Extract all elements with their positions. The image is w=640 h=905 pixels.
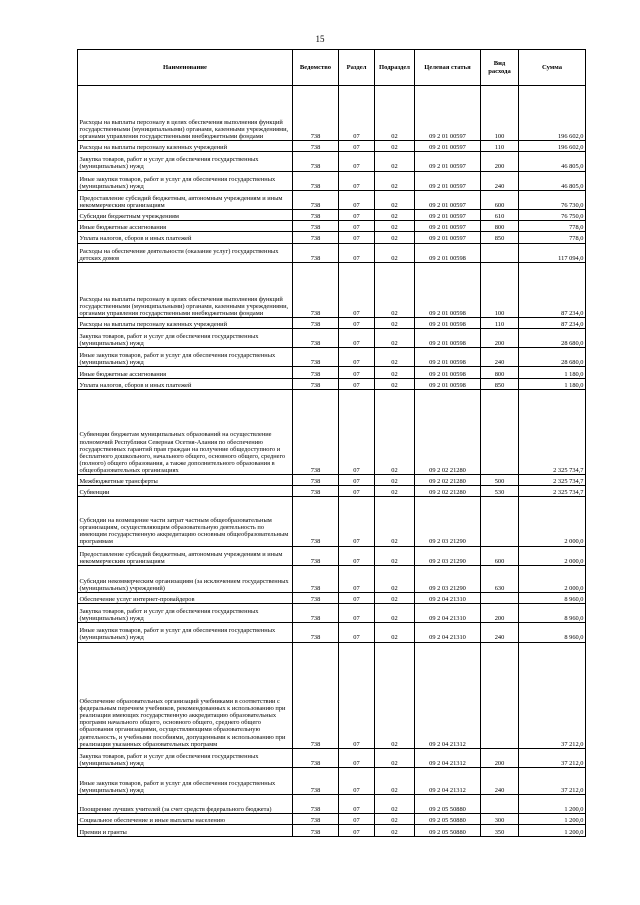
row-expense-type-cell [481, 243, 519, 262]
row-expense-type-cell: 100 [481, 262, 519, 317]
row-department-cell: 738 [293, 475, 339, 486]
row-department-cell: 738 [293, 243, 339, 262]
row-section-cell: 07 [339, 348, 375, 367]
row-subsection-cell: 02 [375, 475, 415, 486]
row-expense-type-cell: 850 [481, 378, 519, 389]
row-amount-cell: 37 212,0 [519, 748, 586, 767]
row-target-article-cell: 09 2 01 00597 [415, 152, 481, 171]
row-target-article-cell: 09 2 01 00597 [415, 141, 481, 152]
table-header-row [78, 50, 586, 86]
row-subsection-cell: 02 [375, 814, 415, 825]
row-department-cell: 738 [293, 825, 339, 836]
row-subsection-cell: 02 [375, 367, 415, 378]
row-amount-cell: 28 680,0 [519, 348, 586, 367]
row-section-cell: 07 [339, 329, 375, 348]
row-section-cell: 07 [339, 565, 375, 592]
row-target-article-cell: 09 2 01 00597 [415, 171, 481, 190]
row-subsection-cell: 02 [375, 243, 415, 262]
row-target-article-cell: 09 2 02 21280 [415, 475, 481, 486]
row-subsection-cell: 02 [375, 623, 415, 642]
row-target-article-cell: 09 2 01 00598 [415, 262, 481, 317]
row-subsection-cell: 02 [375, 317, 415, 328]
row-amount-cell: 778,0 [519, 221, 586, 232]
table-row [78, 317, 586, 328]
row-section-cell: 07 [339, 171, 375, 190]
row-expense-type-cell: 850 [481, 232, 519, 243]
row-department-cell: 738 [293, 748, 339, 767]
row-expense-type-cell: 610 [481, 209, 519, 220]
table-row [78, 642, 586, 748]
header-section: Раздел [339, 50, 375, 86]
row-target-article-cell: 09 2 03 21290 [415, 565, 481, 592]
row-subsection-cell: 02 [375, 642, 415, 748]
row-amount-cell: 1 200,0 [519, 814, 586, 825]
row-target-article-cell: 09 2 01 00598 [415, 348, 481, 367]
row-expense-type-cell: 240 [481, 623, 519, 642]
row-subsection-cell: 02 [375, 190, 415, 209]
row-subsection-cell: 02 [375, 141, 415, 152]
row-amount-cell: 2 000,0 [519, 565, 586, 592]
header-name: Наименование [78, 50, 293, 86]
row-expense-type-cell [481, 389, 519, 474]
table-row [78, 592, 586, 603]
row-subsection-cell: 02 [375, 378, 415, 389]
row-amount-cell: 196 602,0 [519, 141, 586, 152]
row-name-cell: Расходы на выплаты персоналу в целях обеспечения выполнения функций государственными (муниципальными) органами, казенными учреждениями, органами управления государственными внебюджетными фондами [78, 262, 293, 317]
row-name-cell: Иные бюджетные ассигнования [78, 221, 293, 232]
row-name-cell: Субсидии бюджетным учреждениям [78, 209, 293, 220]
table-row [78, 814, 586, 825]
row-section-cell: 07 [339, 389, 375, 474]
row-expense-type-cell: 800 [481, 367, 519, 378]
row-target-article-cell: 09 2 04 21312 [415, 642, 481, 748]
row-target-article-cell: 09 2 05 50880 [415, 795, 481, 814]
row-target-article-cell: 09 2 03 21290 [415, 497, 481, 546]
row-section-cell: 07 [339, 232, 375, 243]
row-name-cell: Поощрение лучших учителей (за счет средств федерального бюджета) [78, 795, 293, 814]
table-row [78, 748, 586, 767]
page-number: 15 [315, 34, 325, 44]
row-amount-cell: 87 234,0 [519, 262, 586, 317]
row-expense-type-cell: 200 [481, 604, 519, 623]
table-row [78, 262, 586, 317]
row-amount-cell: 8 960,0 [519, 623, 586, 642]
row-section-cell: 07 [339, 243, 375, 262]
row-expense-type-cell: 800 [481, 221, 519, 232]
table-row [78, 604, 586, 623]
row-subsection-cell: 02 [375, 825, 415, 836]
row-name-cell: Закупка товаров, работ и услуг для обеспечения государственных (муниципальных) нужд [78, 604, 293, 623]
row-amount-cell: 1 180,0 [519, 378, 586, 389]
row-subsection-cell: 02 [375, 262, 415, 317]
row-name-cell: Социальное обеспечение и иные выплаты населению [78, 814, 293, 825]
table-row [78, 221, 586, 232]
row-subsection-cell: 02 [375, 209, 415, 220]
table-row [78, 546, 586, 565]
row-expense-type-cell: 200 [481, 748, 519, 767]
row-name-cell: Иные закупки товаров, работ и услуг для обеспечения государственных (муниципальных) нужд [78, 171, 293, 190]
table-row [78, 486, 586, 497]
row-name-cell: Расходы на обеспечение деятельности (оказание услуг) государственных детских домов [78, 243, 293, 262]
table-row [78, 378, 586, 389]
row-subsection-cell: 02 [375, 767, 415, 794]
row-subsection-cell: 02 [375, 171, 415, 190]
table-row [78, 190, 586, 209]
row-amount-cell: 2 000,0 [519, 497, 586, 546]
row-department-cell: 738 [293, 171, 339, 190]
row-name-cell: Расходы на выплаты персоналу казенных учреждений [78, 317, 293, 328]
row-section-cell: 07 [339, 604, 375, 623]
row-name-cell: Обеспечение услуг интернет-провайдеров [78, 592, 293, 603]
row-target-article-cell: 09 2 01 00598 [415, 317, 481, 328]
row-subsection-cell: 02 [375, 592, 415, 603]
row-department-cell: 738 [293, 141, 339, 152]
row-section-cell: 07 [339, 367, 375, 378]
row-section-cell: 07 [339, 623, 375, 642]
row-subsection-cell: 02 [375, 748, 415, 767]
row-subsection-cell: 02 [375, 86, 415, 141]
row-name-cell: Предоставление субсидий бюджетным, автономным учреждениям и иным некоммерческим организациям [78, 190, 293, 209]
table-row [78, 389, 586, 474]
row-amount-cell: 2 000,0 [519, 546, 586, 565]
row-amount-cell: 1 200,0 [519, 825, 586, 836]
row-target-article-cell: 09 2 04 21310 [415, 623, 481, 642]
row-name-cell: Закупка товаров, работ и услуг для обеспечения государственных (муниципальных) нужд [78, 329, 293, 348]
row-section-cell: 07 [339, 795, 375, 814]
row-subsection-cell: 02 [375, 604, 415, 623]
row-target-article-cell: 09 2 01 00598 [415, 367, 481, 378]
row-subsection-cell: 02 [375, 348, 415, 367]
header-subsection: Подраздел [375, 50, 415, 86]
row-expense-type-cell: 200 [481, 329, 519, 348]
row-department-cell: 738 [293, 486, 339, 497]
row-department-cell: 738 [293, 546, 339, 565]
row-department-cell: 738 [293, 623, 339, 642]
row-subsection-cell: 02 [375, 795, 415, 814]
row-expense-type-cell [481, 795, 519, 814]
table-row [78, 152, 586, 171]
row-subsection-cell: 02 [375, 497, 415, 546]
row-name-cell: Иные закупки товаров, работ и услуг для обеспечения государственных (муниципальных) нужд [78, 767, 293, 794]
row-expense-type-cell: 110 [481, 317, 519, 328]
row-name-cell: Субвенции бюджетам муниципальных образований на осуществление полномочий Республики Северная Осетия-Алания по обеспечению государственных гарантий прав граждан на получение общедоступного и бесплатного дошкольного, начального общего, основного общего, среднего (полного) общего образования, а также дополнительного образования в общеобразовательных организациях [78, 389, 293, 474]
row-section-cell: 07 [339, 825, 375, 836]
table-row [78, 795, 586, 814]
row-target-article-cell: 09 2 01 00597 [415, 209, 481, 220]
row-target-article-cell: 09 2 02 21280 [415, 389, 481, 474]
row-department-cell: 738 [293, 262, 339, 317]
row-subsection-cell: 02 [375, 329, 415, 348]
row-subsection-cell: 02 [375, 546, 415, 565]
row-target-article-cell: 09 2 05 50880 [415, 825, 481, 836]
table-row [78, 348, 586, 367]
table-row [78, 497, 586, 546]
row-amount-cell: 196 602,0 [519, 86, 586, 141]
row-amount-cell: 8 960,0 [519, 604, 586, 623]
row-name-cell: Субсидии на возмещение части затрат частным общеобразовательным организациям, осуществляющим образовательную деятельность по имеющим государственную аккредитацию основным общеобразовательным программам [78, 497, 293, 546]
row-name-cell: Уплата налогов, сборов и иных платежей [78, 378, 293, 389]
row-department-cell: 738 [293, 86, 339, 141]
row-section-cell: 07 [339, 767, 375, 794]
row-amount-cell: 46 805,0 [519, 171, 586, 190]
table-row [78, 141, 586, 152]
row-expense-type-cell: 500 [481, 475, 519, 486]
row-subsection-cell: 02 [375, 152, 415, 171]
row-section-cell: 07 [339, 86, 375, 141]
row-target-article-cell: 09 2 01 00597 [415, 221, 481, 232]
row-department-cell: 738 [293, 317, 339, 328]
row-target-article-cell: 09 2 04 21312 [415, 767, 481, 794]
row-section-cell: 07 [339, 748, 375, 767]
row-target-article-cell: 09 2 05 50880 [415, 814, 481, 825]
budget-table [77, 49, 586, 837]
row-target-article-cell: 09 2 04 21312 [415, 748, 481, 767]
row-target-article-cell: 09 2 01 00597 [415, 190, 481, 209]
row-expense-type-cell [481, 592, 519, 603]
header-amount: Сумма [519, 50, 586, 86]
table-row [78, 243, 586, 262]
row-expense-type-cell: 110 [481, 141, 519, 152]
row-amount-cell: 2 325 734,7 [519, 486, 586, 497]
row-section-cell: 07 [339, 378, 375, 389]
table-row [78, 623, 586, 642]
row-section-cell: 07 [339, 221, 375, 232]
row-name-cell: Иные закупки товаров, работ и услуг для обеспечения государственных (муниципальных) нужд [78, 623, 293, 642]
row-department-cell: 738 [293, 367, 339, 378]
row-amount-cell: 37 212,0 [519, 767, 586, 794]
row-section-cell: 07 [339, 642, 375, 748]
row-target-article-cell: 09 2 04 21310 [415, 592, 481, 603]
row-target-article-cell: 09 2 01 00597 [415, 232, 481, 243]
table-row [78, 475, 586, 486]
row-amount-cell: 117 094,0 [519, 243, 586, 262]
row-expense-type-cell: 350 [481, 825, 519, 836]
row-section-cell: 07 [339, 152, 375, 171]
row-department-cell: 738 [293, 795, 339, 814]
row-department-cell: 738 [293, 497, 339, 546]
row-name-cell: Субвенции [78, 486, 293, 497]
row-amount-cell: 2 325 734,7 [519, 475, 586, 486]
table-row [78, 329, 586, 348]
table-row [78, 232, 586, 243]
table-row [78, 565, 586, 592]
row-department-cell: 738 [293, 642, 339, 748]
row-amount-cell: 76 750,0 [519, 209, 586, 220]
row-expense-type-cell: 100 [481, 86, 519, 141]
table-row [78, 86, 586, 141]
row-department-cell: 738 [293, 389, 339, 474]
row-name-cell: Иные закупки товаров, работ и услуг для обеспечения государственных (муниципальных) нужд [78, 348, 293, 367]
row-name-cell: Предоставление субсидий бюджетным, автономным учреждениям и иным некоммерческим организациям [78, 546, 293, 565]
row-amount-cell: 778,0 [519, 232, 586, 243]
row-department-cell: 738 [293, 767, 339, 794]
row-target-article-cell: 09 2 01 00598 [415, 243, 481, 262]
row-department-cell: 738 [293, 221, 339, 232]
row-name-cell: Межбюджетные трансферты [78, 475, 293, 486]
row-section-cell: 07 [339, 262, 375, 317]
row-name-cell: Расходы на выплаты персоналу казенных учреждений [78, 141, 293, 152]
row-name-cell: Закупка товаров, работ и услуг для обеспечения государственных (муниципальных) нужд [78, 748, 293, 767]
row-target-article-cell: 09 2 02 21280 [415, 486, 481, 497]
row-section-cell: 07 [339, 814, 375, 825]
row-department-cell: 738 [293, 604, 339, 623]
row-section-cell: 07 [339, 592, 375, 603]
table-body [78, 86, 586, 837]
row-department-cell: 738 [293, 814, 339, 825]
row-name-cell: Расходы на выплаты персоналу в целях обеспечения выполнения функций государственными (муниципальными) органами, казенными учреждениями, органами управления государственными внебюджетными фондами [78, 86, 293, 141]
row-department-cell: 738 [293, 209, 339, 220]
row-expense-type-cell: 240 [481, 171, 519, 190]
row-amount-cell: 46 805,0 [519, 152, 586, 171]
row-subsection-cell: 02 [375, 221, 415, 232]
table-row [78, 367, 586, 378]
row-subsection-cell: 02 [375, 389, 415, 474]
row-amount-cell: 1 180,0 [519, 367, 586, 378]
row-amount-cell: 87 234,0 [519, 317, 586, 328]
row-expense-type-cell: 600 [481, 546, 519, 565]
row-department-cell: 738 [293, 592, 339, 603]
header-department: Ведомство [293, 50, 339, 86]
row-department-cell: 738 [293, 378, 339, 389]
row-expense-type-cell: 200 [481, 152, 519, 171]
row-subsection-cell: 02 [375, 565, 415, 592]
row-department-cell: 738 [293, 565, 339, 592]
row-target-article-cell: 09 2 03 21290 [415, 546, 481, 565]
row-expense-type-cell: 530 [481, 486, 519, 497]
row-department-cell: 738 [293, 348, 339, 367]
row-amount-cell: 76 730,0 [519, 190, 586, 209]
row-name-cell: Уплата налогов, сборов и иных платежей [78, 232, 293, 243]
row-expense-type-cell: 300 [481, 814, 519, 825]
table-row [78, 825, 586, 836]
row-expense-type-cell: 240 [481, 767, 519, 794]
row-section-cell: 07 [339, 546, 375, 565]
row-name-cell: Иные бюджетные ассигнования [78, 367, 293, 378]
row-department-cell: 738 [293, 232, 339, 243]
row-expense-type-cell [481, 642, 519, 748]
row-target-article-cell: 09 2 04 21310 [415, 604, 481, 623]
header-expense-type: Вид расхода [481, 50, 519, 86]
row-name-cell: Премии и гранты [78, 825, 293, 836]
row-department-cell: 738 [293, 329, 339, 348]
row-amount-cell: 2 325 734,7 [519, 389, 586, 474]
row-section-cell: 07 [339, 209, 375, 220]
row-amount-cell: 8 960,0 [519, 592, 586, 603]
row-section-cell: 07 [339, 141, 375, 152]
row-subsection-cell: 02 [375, 486, 415, 497]
row-section-cell: 07 [339, 497, 375, 546]
row-target-article-cell: 09 2 01 00598 [415, 378, 481, 389]
row-expense-type-cell: 630 [481, 565, 519, 592]
row-subsection-cell: 02 [375, 232, 415, 243]
table-row [78, 171, 586, 190]
row-amount-cell: 1 200,0 [519, 795, 586, 814]
row-section-cell: 07 [339, 475, 375, 486]
header-target-article: Целевая статья [415, 50, 481, 86]
row-amount-cell: 28 680,0 [519, 329, 586, 348]
table-row [78, 209, 586, 220]
row-section-cell: 07 [339, 486, 375, 497]
row-section-cell: 07 [339, 317, 375, 328]
row-department-cell: 738 [293, 152, 339, 171]
row-name-cell: Субсидии некоммерческим организациям (за исключением государственных (муниципальных) учреждений) [78, 565, 293, 592]
row-expense-type-cell: 240 [481, 348, 519, 367]
row-target-article-cell: 09 2 01 00598 [415, 329, 481, 348]
row-name-cell: Обеспечение образовательных организаций учебниками в соответствии с федеральным перечнем учебников, рекомендованных к использованию при реализации имеющих государственную аккредитацию образовательных программ начального общего, основного общего, среднего общего образования организациями, осуществляющими образовательную деятельность, и учебными пособиями, допущенными к использованию при реализации указанных образовательных программ [78, 642, 293, 748]
table-row [78, 767, 586, 794]
row-department-cell: 738 [293, 190, 339, 209]
row-section-cell: 07 [339, 190, 375, 209]
row-expense-type-cell [481, 497, 519, 546]
row-amount-cell: 37 212,0 [519, 642, 586, 748]
row-name-cell: Закупка товаров, работ и услуг для обеспечения государственных (муниципальных) нужд [78, 152, 293, 171]
row-expense-type-cell: 600 [481, 190, 519, 209]
row-target-article-cell: 09 2 01 00597 [415, 86, 481, 141]
